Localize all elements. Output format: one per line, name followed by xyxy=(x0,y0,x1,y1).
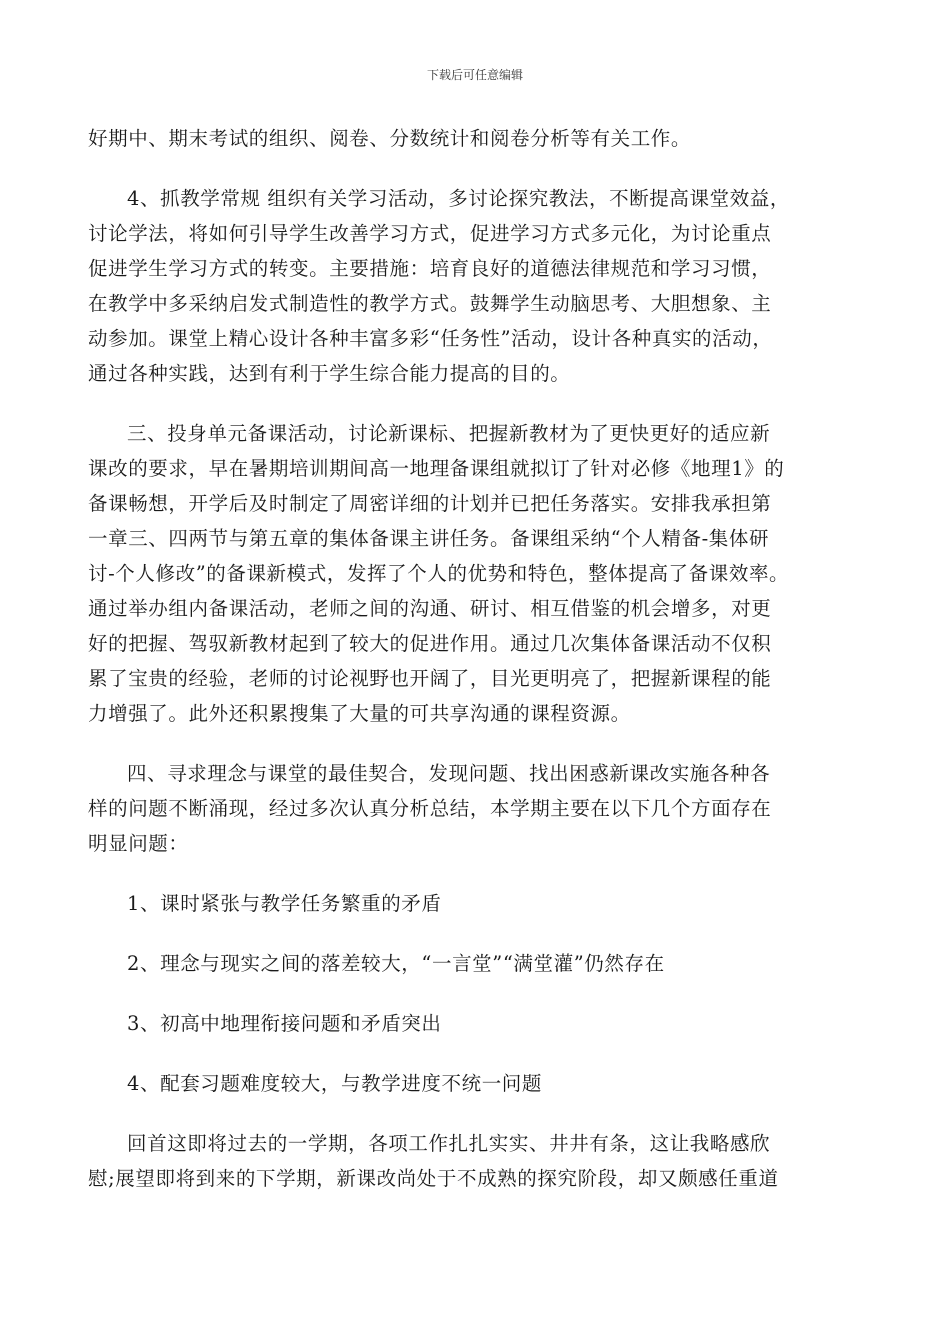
paragraph-line: 4、配套习题难度较大，与教学进度不统一问题 xyxy=(127,1072,543,1095)
paragraph-gap xyxy=(88,1101,868,1126)
paragraph-2 xyxy=(88,181,868,391)
paragraph-line: 动参加。课堂上精心设计各种丰富多彩“任务性”活动，设计各种真实的活动， xyxy=(88,327,773,350)
paragraph-gap xyxy=(88,731,868,756)
page-header: 下载后可任意编辑 xyxy=(426,68,523,82)
paragraph-gap xyxy=(88,981,868,1006)
paragraph-line: 讨-个人修改”的备课新模式，发挥了个人的优势和特色，整体提高了备课效率。 xyxy=(88,562,790,585)
paragraph-5 xyxy=(88,1126,868,1196)
paragraph-line: 累了宝贵的经验，老师的讨论视野也开阔了，目光更明亮了，把握新课程的能 xyxy=(88,667,772,690)
paragraph-gap xyxy=(88,156,868,181)
paragraph-gap xyxy=(88,391,868,416)
paragraph-line: 2、理念与现实之间的落差较大，“一言堂”“满堂灌”仍然存在 xyxy=(127,952,665,975)
paragraph-line: 慰;展望即将到来的下学期，新课改尚处于不成熟的探究阶段，却又颇感任重道 xyxy=(88,1167,779,1190)
paragraph-line: 好期中、期末考试的组织、阅卷、分数统计和阅卷分析等有关工作。 xyxy=(88,127,692,150)
paragraph-line: 备课畅想，开学后及时制定了周密详细的计划并已把任务落实。安排我承担第 xyxy=(88,492,772,515)
paragraph-line: 在教学中多采纳启发式制造性的教学方式。鼓舞学生动脑思考、大胆想象、主 xyxy=(88,292,772,315)
list-item-1 xyxy=(88,886,868,921)
paragraph-line: 4、抓教学常规 组织有关学习活动，多讨论探究教法，不断提高课堂效益， xyxy=(127,187,791,210)
paragraph-line: 样的问题不断涌现，经过多次认真分析总结，本学期主要在以下几个方面存在 xyxy=(88,797,772,820)
paragraph-gap xyxy=(88,1041,868,1066)
list-item-2 xyxy=(88,946,868,981)
paragraph-line: 一章三、四两节与第五章的集体备课主讲任务。备课组采纳“个人精备-集体研 xyxy=(88,527,770,550)
paragraph-1 xyxy=(88,121,868,156)
document-body xyxy=(88,121,868,1196)
list-item-3 xyxy=(88,1006,868,1041)
paragraph-line: 通过举办组内备课活动，老师之间的沟通、研讨、相互借鉴的机会增多，对更 xyxy=(88,597,772,620)
paragraph-line: 四、寻求理念与课堂的最佳契合，发现问题、找出困惑新课改实施各种各 xyxy=(127,762,771,785)
paragraph-4 xyxy=(88,756,868,861)
paragraph-line: 回首这即将过去的一学期，各项工作扎扎实实、井井有条，这让我略感欣 xyxy=(127,1132,771,1155)
paragraph-line: 课改的要求，早在暑期培训期间高一地理备课组就拟订了针对必修《地理1》的 xyxy=(88,457,785,480)
paragraph-line: 好的把握、驾驭新教材起到了较大的促进作用。通过几次集体备课活动不仅积 xyxy=(88,632,772,655)
paragraph-line: 力增强了。此外还积累搜集了大量的可共享沟通的课程资源。 xyxy=(88,702,631,725)
paragraph-line: 通过各种实践，达到有利于学生综合能力提高的目的。 xyxy=(88,362,571,385)
paragraph-gap xyxy=(88,921,868,946)
paragraph-3 xyxy=(88,416,868,731)
paragraph-line: 3、初高中地理衔接问题和矛盾突出 xyxy=(127,1012,442,1035)
list-item-4 xyxy=(88,1066,868,1101)
paragraph-line: 促进学生学习方式的转变。主要措施：培育良好的道德法律规范和学习习惯， xyxy=(88,257,772,280)
paragraph-line: 三、投身单元备课活动，讨论新课标、把握新教材为了更快更好的适应新 xyxy=(127,422,771,445)
paragraph-gap xyxy=(88,861,868,886)
paragraph-line: 讨论学法，将如何引导学生改善学习方式，促进学习方式多元化，为讨论重点 xyxy=(88,222,772,245)
paragraph-line: 明显问题： xyxy=(88,832,189,855)
paragraph-line: 1、课时紧张与教学任务繁重的矛盾 xyxy=(127,892,442,915)
